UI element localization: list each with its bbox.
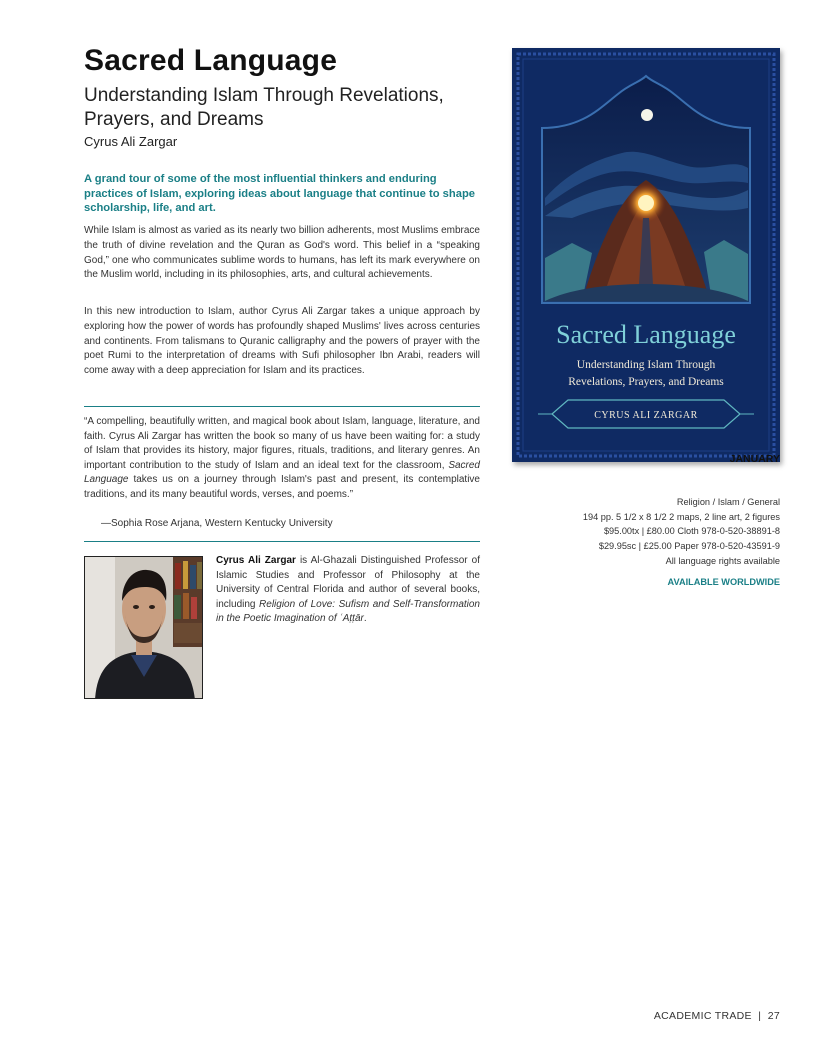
body-paragraph-2: In this new introduction to Islam, author Cyrus Ali Zargar takes a unique approach by exploring how the power of words has profoundly shaped Muslims' lives across centuries and continents. From talismans to Quranic calligraphy and the powers of prayer with the poet Rumi to the interpretation of dreams with Sufi philosopher Ibn Arabi, readers will come away with a deep appreciation for Islam and its practices.: [84, 306, 480, 377]
author-photo: [84, 556, 203, 699]
pub-month: JANUARY: [729, 453, 780, 465]
pub-category: Religion / Islam / General: [676, 497, 780, 507]
author-bio: Cyrus Ali Zargar is Al-Ghazali Distinguished Professor of Islamic Studies and Professor of Philosophy at the University of Central Florida and author of several books, including Religion of Love: Sufism and Self-Transformation in the Poetic Imagination of ʿAṭṭār.: [216, 555, 480, 625]
endorsement-quote: “A compelling, beautifully written, and magical book about Islam, language, literature, and faith. Cyrus Ali Zargar has written the book so many of us have been waiting for: a study of Islam that provides its history, major figures, rituals, traditions, and literary genres. An important contribution to the study of Islam and an ideal text for the classroom, Sacred Language takes us on a journey through Islam's past and present, its contemplative traditions, and its many beautiful words, verses, and poems.”: [84, 416, 480, 500]
divider-top: [84, 406, 480, 407]
page-title: Sacred Language: [84, 44, 338, 77]
pub-paper-price: $29.95sc | £25.00 Paper 978-0-520-43591-9: [598, 541, 780, 551]
availability-label: AVAILABLE WORLDWIDE: [667, 577, 780, 587]
cover-subtitle-line2: Revelations, Prayers, and Dreams: [568, 376, 724, 388]
book-author: Cyrus Ali Zargar: [84, 134, 178, 149]
divider-bottom: [84, 541, 480, 542]
pub-rights: All language rights available: [665, 556, 780, 566]
body-paragraph-1: While Islam is almost as varied as its nearly two billion adherents, most Muslims embrace the truth of divine revelation and the Quran as God's word. This belief in a “speaking God,” one who communicates sublime words to humans, has left its mark everywhere on the Muslim world, including in its philosophies, arts, and cultural achievements.: [84, 225, 480, 281]
lead-paragraph: A grand tour of some of the most influential thinkers and enduring practices of Islam, exploring ideas about language that continue to shape scholarship, life, and art.: [84, 173, 476, 215]
cover-author: CYRUS ALI ZARGAR: [594, 410, 698, 421]
book-cover: [512, 48, 780, 462]
pub-specs: 194 pp. 5 1/2 x 8 1/2 2 maps, 2 line art, 2 figures: [582, 512, 780, 522]
cover-subtitle-line1: Understanding Islam Through: [576, 359, 716, 371]
book-subtitle: Understanding Islam Through Revelations, Prayers, and Dreams: [84, 85, 444, 130]
bio-author-name: Cyrus Ali Zargar: [216, 555, 296, 566]
bio-books: Religion of Love: Sufism and Self-Transformation in the Poetic Imagination of ʿAṭṭār: [216, 598, 480, 625]
cover-title: Sacred Language: [556, 320, 736, 349]
pub-cloth-price: $95.00tx | £80.00 Cloth 978-0-520-38891-8: [603, 526, 780, 536]
page-footer: ACADEMIC TRADE | 27: [653, 1010, 780, 1022]
quote-attribution: —Sophia Rose Arjana, Western Kentucky University: [101, 518, 333, 529]
quote-book-title: Sacred Language: [84, 459, 480, 486]
